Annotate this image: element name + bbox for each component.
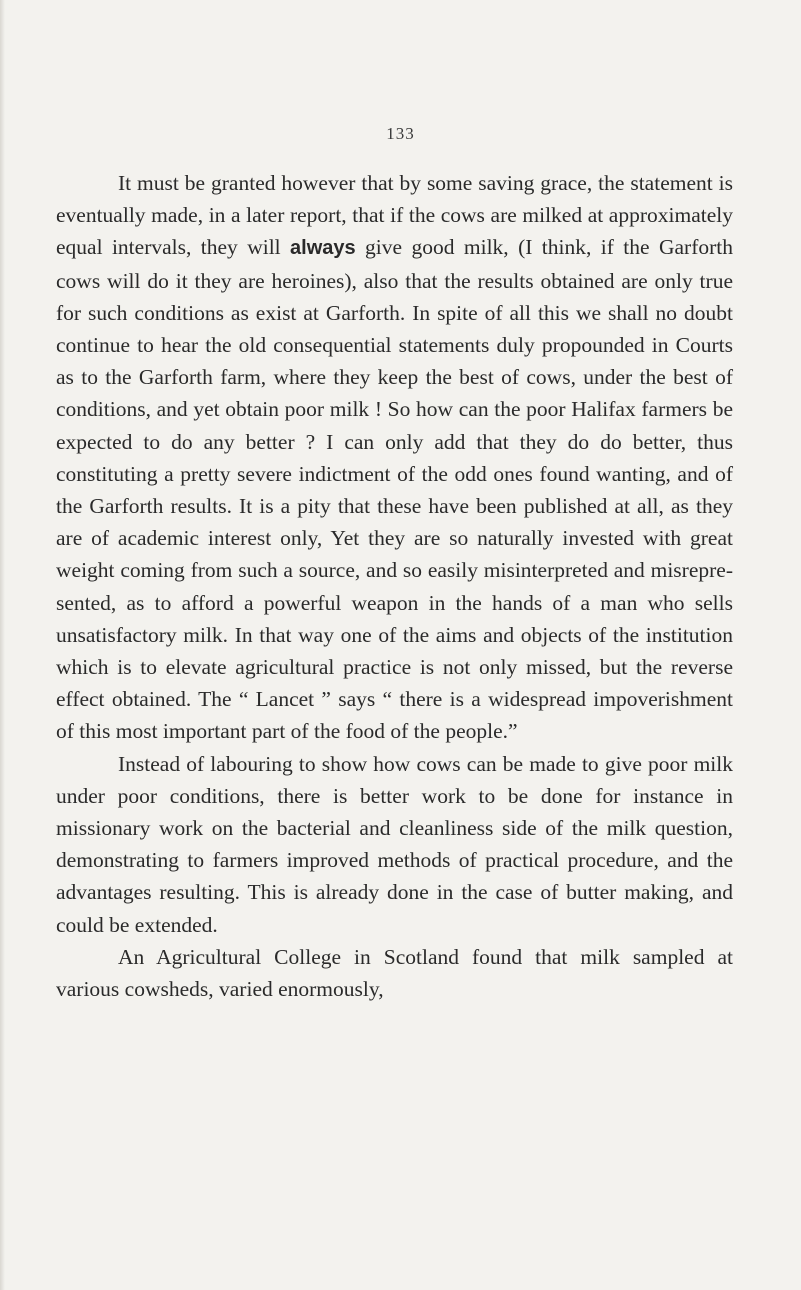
page-edge — [0, 0, 5, 1290]
page-number: 133 — [386, 124, 415, 143]
paragraph-1-after: give good milk, (I think, if the Garforth cows will do it they are heroines), also that the results obtained are only true for such conditions as exist at Garforth. In spite of all this we shall no doubt continue to hear the old consequential statements duly propounded in Courts as to the Garforth farm, where they keep the best of cows, under the best of conditions, and yet obtain poor milk ! So how can the poor Halifax farmers be expected to do any better ? I can only add that they do do better, thus constituting a pretty severe indictment of the odd ones found wanting, and of the Garforth results. It is a pity that these have been published at all, as they are of academic interest only, Yet they are so naturally invested with great weight coming from such a source, and so easily misinterpreted and misrepresented, as to afford a powerful weapon in the hands of a man who sells unsatisfactory milk. In that way one of the aims and objects of the institution which is to elevate agricultural practice is not only missed, but the reverse effect obtained. The “ Lancet ” says “ there is a widespread impoverishment of this most important part of the food of the people.” — [56, 235, 733, 744]
paragraph-2: Instead of labouring to show how cows can be made to give poor milk under poor conditions, there is better work to be done for instance in missionary work on the bacterial and cleanliness side of the milk question, demonstrating to farmers improved methods of practical procedure, and the advantages resulting. This is already done in the case of butter making, and could be extended. — [56, 751, 733, 937]
paragraph-1 — [56, 167, 733, 748]
paragraph-1-before: It must be granted however that by some saving grace, the statement is eventually made, in a later report, that if the cows are milked at approximately equal intervals, they will — [56, 171, 733, 260]
paragraph-3: An Agricultural College in Scotland found that milk sampled at various cowsheds, varied enormously, — [56, 944, 733, 1002]
body-text — [56, 167, 733, 1005]
emphasized-word: always — [290, 237, 356, 260]
